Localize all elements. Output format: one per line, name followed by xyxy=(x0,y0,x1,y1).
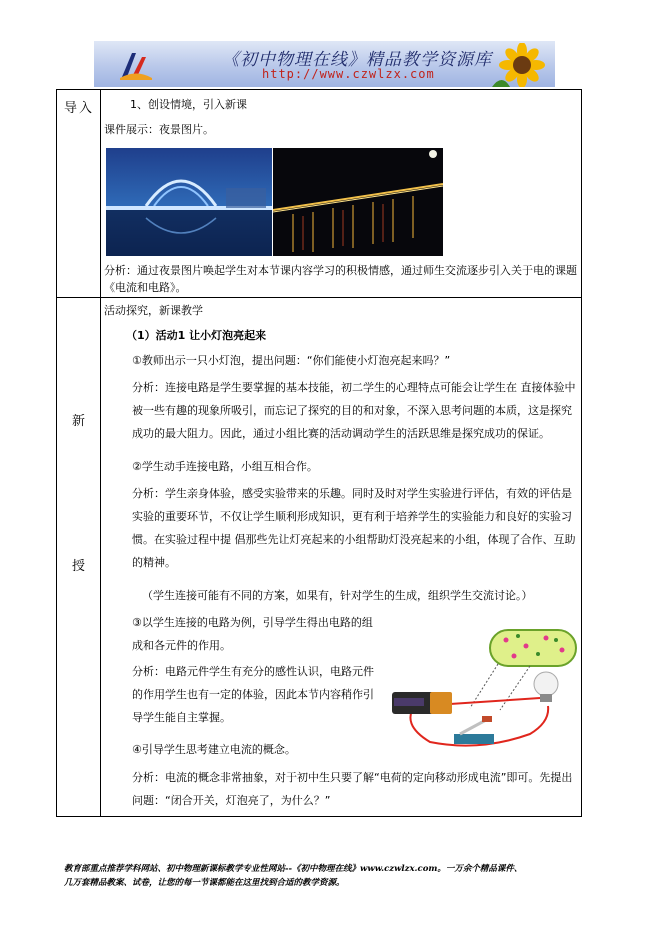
header-banner xyxy=(94,41,555,87)
banner-title: 《初中物理在线》精品教学资源库 xyxy=(222,50,492,70)
step-3: ③以学生连接的电路为例，引导学生得出电路的组成和各元件的作用。 xyxy=(132,616,373,652)
section-label-new-bottom: 授 xyxy=(72,559,86,574)
circuit-diagram xyxy=(390,624,580,756)
courseware-text: 课件展示：夜景图片。 xyxy=(104,123,214,136)
row-divider xyxy=(56,297,582,298)
student-note: （学生连接可能有不同的方案，如果有，针对学生的生成，组织学生交流讨论。） xyxy=(142,589,533,602)
activity-1-title: （1）活动1 让小灯泡亮起来 xyxy=(126,329,267,342)
table-border-bottom xyxy=(56,816,582,817)
step-4: ④引导学生思考建立电流的概念。 xyxy=(132,743,296,756)
analysis-1: 分析：连接电路是学生要掌握的基本技能，初二学生的心理特点可能会让学生在 直接体验中被一些有趣的现象所吸引，而忘记了探究的目的和对象，不深入思考问题的本质，这是探究成功的最大阻力。因此，通过小组比赛的活动调动学生的活跃思维是探究成功的保证。 xyxy=(132,381,576,440)
banner-url[interactable]: http://www.czwlzx.com xyxy=(262,67,435,81)
section-label-new-top: 新 xyxy=(72,414,86,429)
table-border-right xyxy=(581,89,582,817)
step-1: ①教师出示一只小灯泡，提出问题：“你们能使小灯泡亮起来吗？” xyxy=(132,354,451,367)
intro-heading: 1、创设情境，引入新课 xyxy=(130,98,247,111)
footer-line-1: 教育部重点推荐学科网站、初中物理新课标教学专业性网站--《初中物理在线》www.czwlzx.com。一万余个精品课件、 xyxy=(64,864,523,874)
analysis-3: 分析：电路元件学生有充分的感性认识，电路元件的作用学生也有一定的体验，因此本节内容稍作引导学生能自主掌握。 xyxy=(132,665,374,724)
step-2: ②学生动手连接电路，小组互相合作。 xyxy=(132,460,318,473)
analysis-4: 分析：电流的概念非常抽象，对于初中生只要了解“电荷的定向移动形成电流”即可。先提出问题：“闭合开关，灯泡亮了，为什么？” xyxy=(132,771,573,807)
night-bridge-photo-1 xyxy=(106,148,272,256)
section-label-intro: 导入 xyxy=(64,101,95,116)
table-border-top xyxy=(56,89,582,90)
activity-intro: 活动探究，新课教学 xyxy=(104,304,203,317)
analysis-2: 分析：学生亲身体验，感受实验带来的乐趣。同时及时对学生实验进行评估，有效的评估是实验的重要环节，不仅让学生顺利形成知识，更有利于培养学生的实验能力和良好的实验习惯。在实验过程中提 倡那些先让灯亮起来的小组帮助灯没亮起来的小组，体现了合作、互助的精神。 xyxy=(132,487,576,569)
footer-line-2: 几万套精品教案、试卷，让您的每一节课都能在这里找到合适的教学资源。 xyxy=(64,878,345,888)
page-footer xyxy=(64,862,604,890)
night-bridge-photo-2 xyxy=(273,148,443,256)
table-border-left xyxy=(56,89,57,817)
logo-icon xyxy=(118,47,154,81)
intro-analysis: 分析：通过夜景图片唤起学生对本节课内容学习的积极情感，通过师生交流逐步引入关于电的课题《电流和电路》。 xyxy=(104,264,577,294)
sunflower-icon xyxy=(492,43,552,87)
column-divider xyxy=(100,89,101,817)
